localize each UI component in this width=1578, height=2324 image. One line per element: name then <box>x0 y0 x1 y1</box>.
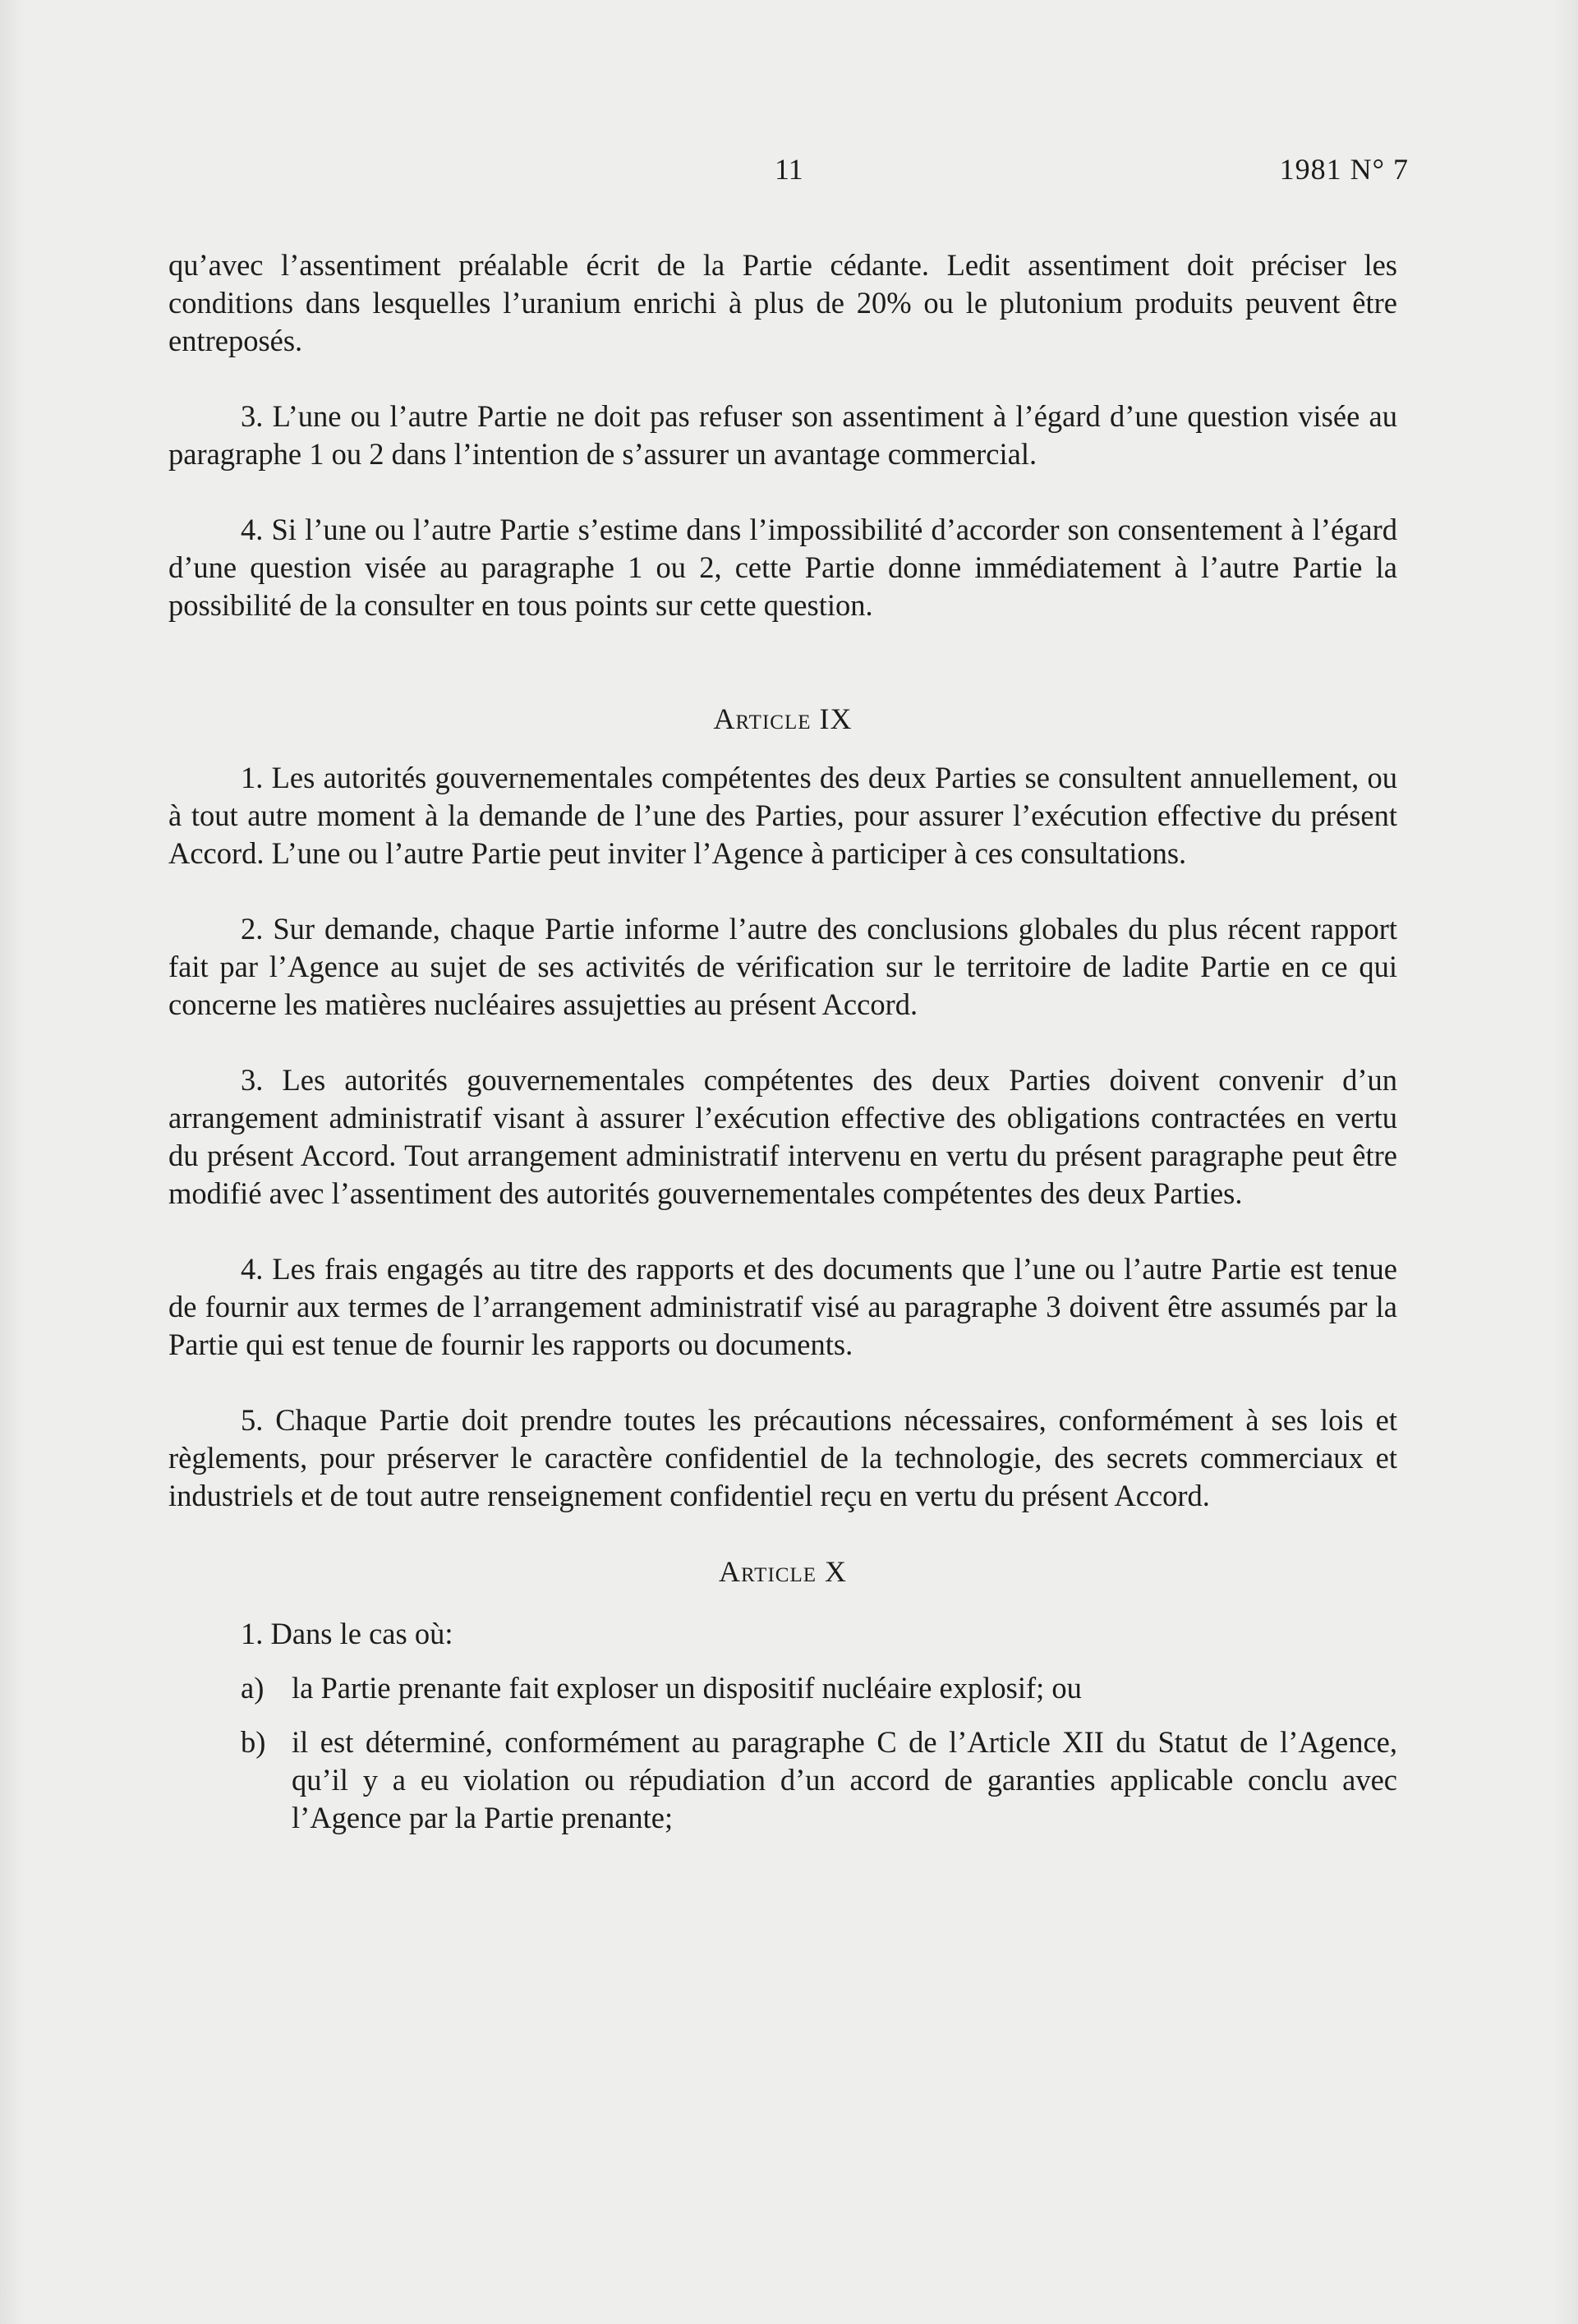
article-ix-paragraph-1: 1. Les autorités gouvernementales compétentes des deux Parties se consultent annuellement, ou à tout autre moment à la demande de l’une des Parties, pour assurer l’exécution effective du présent Accord. L’une ou l’autre Partie peut inviter l’Agence à participer à ces consultations. <box>168 761 1397 870</box>
list-item-text: la Partie prenante fait exploser un dispositif nucléaire explosif; ou <box>292 1671 1082 1705</box>
list-item-marker: a) <box>241 1671 265 1705</box>
page-header <box>168 152 1409 193</box>
list-item-text: il est déterminé, conformément au paragraphe C de l’Article XII du Statut de l’Agence, qu’il y a eu violation ou répudiation d’un accord de garanties applicable conclu avec l’Agence par la Partie prenante; <box>292 1725 1397 1834</box>
article-ix-paragraph-2: 2. Sur demande, chaque Partie informe l’autre des conclusions globales du plus récent rapport fait par l’Agence au sujet de ses activités de vérification sur le territoire de ladite Partie en ce qui concerne les matières nucléaires assujetties au présent Accord. <box>168 912 1397 1021</box>
paragraph-3: 3. L’une ou l’autre Partie ne doit pas refuser son assentiment à l’égard d’une question visée au paragraphe 1 ou 2 dans l’intention de s’assurer un avantage commercial. <box>168 399 1397 471</box>
document-body <box>168 246 1397 1853</box>
article-ix-paragraph-5: 5. Chaque Partie doit prendre toutes les précautions nécessaires, conformément à ses lois et règlements, pour préserver le caractère confidentiel de la technologie, des secrets commerciaux et industriels et de tout autre renseignement confidentiel reçu en vertu du présent Accord. <box>168 1403 1397 1512</box>
list-item <box>168 1669 1397 1707</box>
list-item <box>168 1723 1397 1837</box>
list-item-marker: b) <box>241 1725 266 1759</box>
article-ix-paragraph-4: 4. Les frais engagés au titre des rapports et des documents que l’une ou l’autre Partie est tenue de fournir aux termes de l’arrangement administratif visé au paragraphe 3 doivent être assumés par la Partie qui est tenue de fournir les rapports ou documents. <box>168 1252 1397 1361</box>
paragraph-continuation: qu’avec l’assentiment préalable écrit de la Partie cédante. Ledit assentiment doit préciser les conditions dans lesquelles l’uranium enrichi à plus de 20% ou le plutonium produits peuvent être entreposés. <box>168 248 1397 357</box>
article-x-paragraph-1-intro: 1. Dans le cas où: <box>241 1617 453 1650</box>
article-ix-paragraph-3: 3. Les autorités gouvernementales compétentes des deux Parties doivent convenir d’un arrangement administratif visant à assurer l’exécution effective des obligations contractées en vertu du présent Accord. Tout arrangement administratif intervenu en vertu du présent paragraphe peut être modifié avec l’assentiment des autorités gouvernementales compétentes des deux Parties. <box>168 1063 1397 1210</box>
article-x-heading: Article X <box>719 1555 847 1588</box>
page-number: 11 <box>775 153 803 186</box>
year-and-number: 1981 N° 7 <box>1279 153 1409 186</box>
article-ix-heading: Article IX <box>713 702 853 735</box>
paragraph-4: 4. Si l’une ou l’autre Partie s’estime dans l’impossibilité d’accorder son consentement à l’égard d’une question visée au paragraphe 1 ou 2, cette Partie donne immédiatement à l’autre Partie la possibilité de la consulter en tous points sur cette question. <box>168 513 1397 622</box>
